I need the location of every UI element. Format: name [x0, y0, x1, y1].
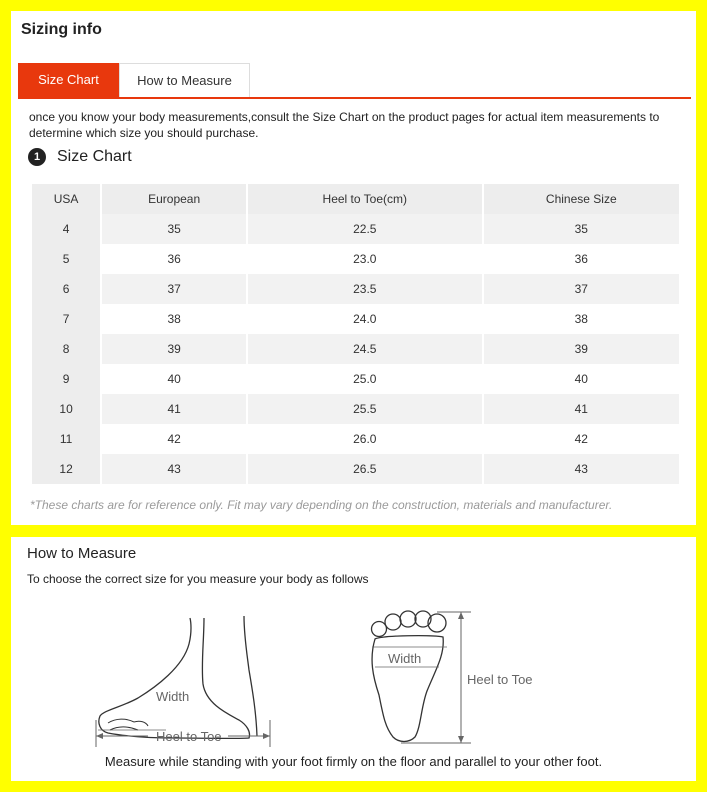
section-heading	[28, 147, 132, 167]
table-cell: 25.0	[248, 364, 481, 394]
intro-text: once you know your body measurements,consult the Size Chart on the product pages for actual item measurements to determine which size you should purchase.	[29, 110, 660, 140]
toes-lines	[108, 719, 148, 730]
measure-subtitle: To choose the correct size for you measure your body as follows	[27, 572, 369, 586]
foot-side-outline	[99, 618, 250, 738]
toe-5	[372, 622, 387, 637]
table-cell: 40	[102, 364, 246, 394]
arrow-left-head	[96, 733, 103, 739]
toe-4	[385, 614, 401, 630]
side-width-label: Width	[156, 689, 190, 704]
big-toe	[428, 614, 446, 632]
section-title: Size Chart	[57, 148, 132, 165]
table-cell: 10	[32, 394, 100, 424]
measure-title: How to Measure	[27, 545, 137, 562]
table-cell: 35	[484, 214, 679, 244]
table-cell: 11	[32, 424, 100, 454]
table-cell: 23.5	[248, 274, 481, 304]
table-cell: 40	[484, 364, 679, 394]
column-header: Chinese Size	[484, 184, 679, 214]
size-table	[30, 184, 681, 484]
table-cell: 36	[102, 244, 246, 274]
table-cell: 6	[32, 274, 100, 304]
foot-side-diagram	[86, 612, 276, 747]
arrow-down-head	[458, 736, 464, 743]
table-row	[32, 424, 679, 454]
table-cell: 41	[484, 394, 679, 424]
table-cell: 7	[32, 304, 100, 334]
table-cell: 12	[32, 454, 100, 484]
table-cell: 39	[484, 334, 679, 364]
table-cell: 23.0	[248, 244, 481, 274]
table-cell: 38	[484, 304, 679, 334]
table-row	[32, 334, 679, 364]
table-cell: 26.5	[248, 454, 481, 484]
page-title: Sizing info	[21, 21, 102, 38]
table-cell: 26.0	[248, 424, 481, 454]
table-cell: 37	[102, 274, 246, 304]
column-header: USA	[32, 184, 100, 214]
table-row	[32, 214, 679, 244]
tab-bar	[18, 63, 691, 99]
table-cell: 9	[32, 364, 100, 394]
foot-sole-diagram	[361, 607, 551, 747]
column-header: Heel to Toe(cm)	[248, 184, 481, 214]
measure-instruction: Measure while standing with your foot firmly on the floor and parallel to your other foot.	[104, 754, 603, 769]
leg-outline	[244, 616, 257, 736]
table-row	[32, 244, 679, 274]
table-row	[32, 304, 679, 334]
table-header-row	[32, 184, 679, 214]
table-cell: 42	[102, 424, 246, 454]
how-to-measure-panel	[11, 537, 696, 781]
table-cell: 25.5	[248, 394, 481, 424]
table-cell: 38	[102, 304, 246, 334]
table-cell: 39	[102, 334, 246, 364]
table-row	[32, 394, 679, 424]
arrow-up-head	[458, 612, 464, 619]
arrow-right-head	[263, 733, 270, 739]
table-row	[32, 274, 679, 304]
table-cell: 5	[32, 244, 100, 274]
column-header: European	[102, 184, 246, 214]
sole-length-label: Heel to Toe	[467, 672, 533, 687]
table-cell: 22.5	[248, 214, 481, 244]
tab-size-chart[interactable]: Size Chart	[18, 63, 119, 97]
step-number-badge: 1	[28, 148, 46, 166]
toe-3	[400, 611, 416, 627]
table-cell: 42	[484, 424, 679, 454]
table-cell: 43	[484, 454, 679, 484]
size-chart-panel	[11, 11, 696, 525]
table-cell: 4	[32, 214, 100, 244]
tab-how-to-measure[interactable]: How to Measure	[119, 63, 250, 97]
table-cell: 43	[102, 454, 246, 484]
footnote: *These charts are for reference only. Fit may vary depending on the construction, materials and manufacturer.	[30, 498, 613, 512]
table-row	[32, 454, 679, 484]
table-cell: 8	[32, 334, 100, 364]
table-cell: 36	[484, 244, 679, 274]
sole-width-label: Width	[388, 651, 422, 666]
table-cell: 41	[102, 394, 246, 424]
table-cell: 24.0	[248, 304, 481, 334]
table-cell: 35	[102, 214, 246, 244]
table-row	[32, 364, 679, 394]
side-length-label: Heel to Toe	[156, 729, 222, 744]
table-cell: 24.5	[248, 334, 481, 364]
table-cell: 37	[484, 274, 679, 304]
